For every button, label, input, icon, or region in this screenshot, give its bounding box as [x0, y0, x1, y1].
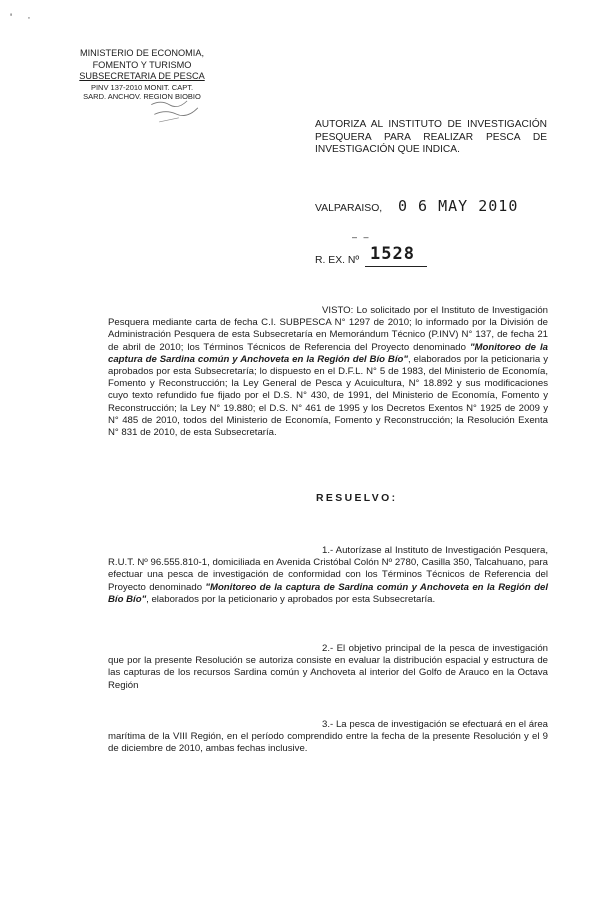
resolution-number: 1528	[370, 244, 415, 264]
visto-project-name: "Monitoreo de la captura de Sardina común y Anchoveta en la Región del Bío Bío"	[108, 341, 548, 365]
resolution-item-2	[108, 643, 548, 692]
subsecretaria-name: SUBSECRETARIA DE PESCA	[79, 71, 205, 81]
initials-stamp	[147, 93, 208, 127]
visto-paragraph	[108, 305, 548, 439]
date-stamp: 0 6 MAY 2010	[398, 197, 519, 215]
resolution-item-1	[108, 545, 548, 606]
resuelvo-heading: RESUELVO:	[316, 493, 398, 504]
scan-marks: ' ·	[10, 12, 37, 24]
ministry-name: MINISTERIO DE ECONOMIA,	[79, 48, 205, 58]
item-2-text: 2.- El objetivo principal de la pesca de investigación que por la presente Resolución se autoriza consiste en evaluar la distribución espacial y estructura de las capturas de los recursos Sardina común y Anchoveta al interior del Golfo de Arauco en la Octava Región	[108, 643, 548, 691]
document-title: AUTORIZA AL INSTITUTO DE INVESTIGACIÓN PESQUERA PARA REALIZAR PESCA DE INVESTIGACIÓN QUE INDICA.	[315, 119, 547, 155]
visto-text-1: VISTO: Lo solicitado por el Instituto de Investigación Pesquera mediante carta de fecha C.I. SUBPESCA N° 1297 de 2010; lo informado por la División de Administración Pesquera de esta Subsecretaría en Memorándum Técnico (P.INV) N° 137, de fecha 21 de abril de 2010; los Términos Técnicos de Referencia del Proyecto denominado	[108, 305, 548, 353]
place-label: VALPARAISO,	[315, 203, 383, 214]
item-1-project-name: "Monitoreo de la captura de Sardina común y Anchoveta en la Región del Bío Bío"	[108, 581, 548, 605]
resolution-item-3	[108, 719, 548, 756]
ministry-subtitle: FOMENTO Y TURISMO	[92, 59, 192, 70]
item-1-text-2: , elaborados por la peticionario y aprobados por esta Subsecretaría.	[146, 593, 436, 605]
resolution-number-underline	[365, 266, 427, 267]
reference-line-2: SARD. ANCHOV. REGION BIOBIO	[83, 91, 201, 101]
visto-text-2: , elaborados por la peticionaria y aprobados por esta Subsecretaría; lo dispuesto en el D.F.L. N° 5 de 1983, del Ministerio de Economía, Fomento y Reconstrucción; la Ley General de Pesca y Acuicultura, N° 18.892 y sus modificaciones cuyo texto refundido fue fijado por el D.S. N° 430, de 1991, del Ministerio de Economía, Fomento y Reconstrucción; la Ley N° 19.880; el D.S. N° 461 de 1995 y los Decretos Exentos N° 1925 de 2009 y N° 485 de 2010, todos del Ministerio de Economía, Fomento y Reconstrucción; la Resolución Exenta N° 831 de 2010, de esta Subsecretaría.	[108, 353, 548, 439]
resolution-number-label: R. EX. Nº	[315, 255, 360, 266]
item-3-text: 3.- La pesca de investigación se efectuará en el área marítima de la VIII Región, en el período comprendido entre la fecha de la presente Resolución y el 9 de diciembre de 2010, ambas fechas inclusive.	[108, 719, 548, 755]
dash-mark: – –	[352, 232, 371, 242]
item-1-text-1: 1.- Autorízase al Instituto de Investigación Pesquera, R.U.T. Nº 96.555.810-1, domiciliada en Avenida Cristóbal Colón Nº 2780, Casilla 350, Talcahuano, para efectuar una pesca de investigación de conformidad con los Términos Técnicos de Referencia del Proyecto denominado	[108, 545, 548, 593]
reference-line-1: PINV 137-2010 MONIT. CAPT.	[90, 82, 194, 92]
